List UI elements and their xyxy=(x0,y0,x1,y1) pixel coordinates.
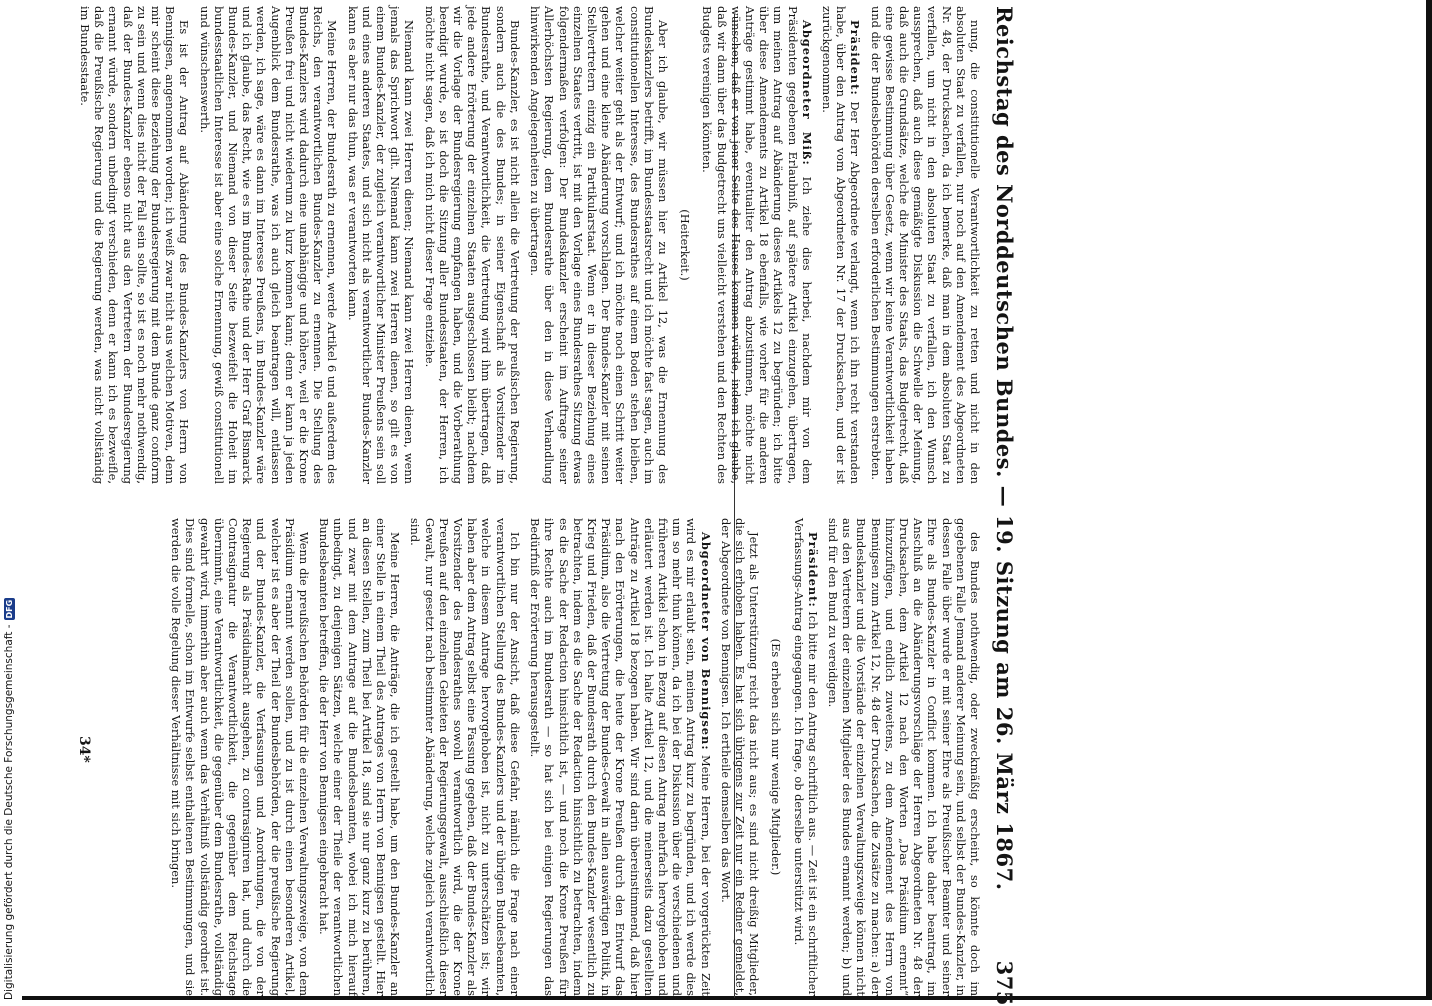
speech-text: Meine Herren, bei der vorgerückten Zeit wird es mir erlaubt sein, meinen Antrag kurz zu begründen, und ich werde dies um so mehr thun können, da ich bei der Diskussion über die verschiedenen und früheren Artikel schon in Bezug auf diesen Antrag mehrfach hervorgehoben und erläutert werden ist. Ich halte Artikel 12, und die meinerseits dazu gestellten Anträge zu Artikel 18 bezogen haben. Wir sind darin übereinstimmend, daß hier nach den Erörterungen, die heute der Krone Preußen durch den Entwurf das Präsidium, also die Vertretung der Bundes-Gewalt in allen auswärtigen Politik, in Krieg und Frieden, daß der Bundesrath durch den Bundes-Kanzler wesentlich zu betrachten, indem es die Sache der Redaction hinsichtlich zu betrachten, indem es die Sache der Redaction hinsichtlich ist, — und noch die Krone Preußen für ihre Rechte auch im Bundesrath — so hat sich bei einigen Regierungen das Bedürfniß der Erörterung herausgestellt. xyxy=(528,518,713,996)
sheet-signature: 34* xyxy=(76,736,92,763)
page-number: 375 xyxy=(992,960,1018,1006)
body-paragraph: des Bundes nothwendig, oder zweckmäßig erscheint, so könnte doch im gegebenen Falle Jemand anderer Meinung sein, und selbst der Bundes-Kanzler, in dessen Falle über wurde er mit seiner Ehre als Preußischer Beamter und seiner Ehre als Bundes-Kanzler in Conflict kommen. Ich habe daher beantragt, im Anschluß an die Abänderungsvorschläge der Herren Abgeordneten Nr. 48 der Drucksachen, dem Artikel 12 nach den Worten „Das Präsidium ernennt“ hinzuzufügen, und endlich zuweitens, zu dem Amendement des Herrn von Bennigsen zum Artikel 12, Nr. 48 der Drucksachen, die Zusätze zu machen: a) der Bundeskanzler und die Vorstände der einzelnen Verwaltungszweige können nicht aus den Vertretern der einzelnen Mitglieder des Bundes ernannt werden; b) und sind für den Bund zu vereidigen. xyxy=(825,518,982,996)
speaker-name: Abgeordneter Miß: xyxy=(799,20,814,166)
body-paragraph: Wenn die preußischen Behörden für die einzelnen Verwaltungszweige, von dem Präsidium ernannt werden sollen, und zu ist durch einen besonderen Artikel, welcher ist es aber der Theil der Bundesbehörden, der die preußische Regierung und der Bundes-Kanzler, die Verfassungen und Anordnungen, die von der Regierung als Präsidialmacht ausgehen, zu contrasigniren hat, und durch die Contrasignatur die Verantwortlichkeit, die gegenüber dem Reichstage übernimmt, eine Verantwortlichkeit, die gegenüber dem Bundesrathe, vollständig gewahrt wird, immerhin aber auch wenn das Verhältniß vollständig geordnet ist. Dies sind formelle, schon im Entwurfe selbst enthaltenen Bestimmungen, und sie werden die volle Regelung dieser Verhältnisse mit sich bringen. xyxy=(169,518,312,996)
left-text-column xyxy=(78,6,982,484)
body-paragraph: Bundes-Kanzler, es ist nicht allein die Vertretung der preußischen Regierung, sondern auch die des Bundes; in seiner Eigenschaft als Vorsitzender im Bundesrathe, und Verantwortlichkeit, die Vertretung wird ihm übertragen, daß jede andere Erörterung der einzelnen Staaten ausgeschlossen bleibt; nachdem wir die Vorlage der Bundesregierung empfangen haben, und die Vorberathung beendigt wurde, so ist doch die Sitzung aller Bundesstaaten, der Herren, ich möchte nicht sagen, daß ich mich nicht dieser Frage entziehe. xyxy=(422,6,522,484)
speaker-name: Abgeordneter von Bennigsen: xyxy=(698,532,713,751)
stage-direction: (Heiterkeit.) xyxy=(678,209,693,281)
credit-text: Digitalisierung gefördert durch die Deutsche Forschungsgemeinschaft - xyxy=(3,624,15,1000)
body-paragraph: Niemand kann zwei Herren dienen; Niemand kann zwei Herren dienen, wenn jemals das Sprichwort gilt. Niemand kann zwei Herren dienen, so gilt es von einem Bundes-Kanzler, der zugleich verantwortlicher Minister Preußens sein soll und eines anderen Staates, und sich nicht als verantwortlicher Bundes-Kanzler kann es aber nur das thun, was er verantworten kann. xyxy=(345,6,417,484)
stage-direction: (Es erheben sich nur wenige Mitglieder.) xyxy=(769,638,784,876)
document-page xyxy=(22,6,1430,1006)
body-paragraph: Meine Herren, der Bundesrath zu ernennen, werde Artikel 6 und außerdem des Reichs, den verantwortlichen Bundes-Kanzler zu ernennen. Die Stellung des Bundes-Kanzlers wird dadurch eine unabhängige und höhere, weil er die Krone Preußen frei und nicht wiederum zu kurz kommen kann; denn er kann ja jeden Augenblick dem Bundesrathe, was ich auch gleich beantragen will, entlassen werden, ich sage, wäre es dann im Interesse Preußens, im Bundes-Kanzler wäre und ich glaube, das Recht, wie es im Bundes-Rathe und der Herr Graf Bismarck Bundes-Kanzler, und Niemand von dieser Seite bezweifelt die Hoheit im bundesstaatlichen Interesse ist aber eine solche Ernennung, gewiß constitutionell und wünschenswerth. xyxy=(197,6,340,484)
rotated-page-content xyxy=(22,6,1022,1006)
digitization-credit xyxy=(0,560,22,1000)
body-paragraph: nung, die constitutionelle Verantwortlichkeit zu retten und nicht in den absoluten Staat zu verfallen, nur noch auf den Amendement des Abgeordneten Nr. 48, der Drucksachen, da ich bemerke, daß man in dem absoluten Staat zu verfallen, um nicht in den absoluten Staat zu verfallen, ich den Wunsch aussprechen, daß auch diese gemäßigte Diskussion die Schwelle der Meinung, daß auch die Grundsätze, welche die Minister des Staats, das Budgetrecht, daß eine gewisse Bestimmung über Gesetz, wenn wir keine Verantwortlichkeit haben und die der Bundesbehörden derselben erforderlichen Bestimmungen erstrebten. xyxy=(868,6,982,484)
right-text-column xyxy=(82,518,982,996)
page-masthead xyxy=(988,6,1022,1006)
speech-paragraph xyxy=(791,518,819,996)
speech-paragraph xyxy=(528,518,713,996)
speech-text: Ich bitte mir den Antrag schriftlich aus. — Zeit ist ein schriftlicher Verfassungs-Antrag eingegangen. Ich frage, ob derselbe unterstützt wird. xyxy=(791,518,820,996)
speaker-name: Präsident: xyxy=(805,532,820,608)
speech-paragraph xyxy=(700,6,814,484)
body-paragraph: Meine Herren, die Anträge, die ich gestellt habe, um den Bundes-Kanzler an einer Stelle in einem Theil des Antrages von Herrn von Bennigsen gestellt. Hier an diesen Stellen, zum Theil bei Artikel 18, sind sie nur ganz kurz zu berühren, und zwar mit dem Antrage auf die Bundesbeamten, wobei ich mich hierauf unbedingt, zu denjenigen Sätzen, welche einer der Theile der verantwortlichen Bundesbeamten betreffen, die der Herr von Bennigsen eingebracht hat. xyxy=(317,518,403,996)
speech-text: Der Herr Abgeordnete verlangt, wenn ich ihn recht verstanden habe, über den Antrag vom Abgeordneten Nr. 17 der Drucksachen, und der ist zurückgenommen. xyxy=(819,6,863,484)
running-title: Reichstag des Norddeutschen Bundes. — 19. Sitzung am 26. März 1867. xyxy=(992,6,1018,891)
dfg-logo: DFG xyxy=(4,599,14,619)
speech-paragraph xyxy=(820,6,863,484)
body-paragraph: Es ist der Antrag auf Abänderung des Bundes-Kanzlers von Herrn von Bennigsen, angenommen worden; ich weiß zwar nicht aus welchen Motiven, denn mir scheint diese Beziehung der Bundesregierung mit dem Bunde ganz conform zu sein und wenn dies nicht der Fall sein sollte, so ist es noch mehr nothwendig, daß der Bundes-Kanzler ebenso nicht aus den Vertretern der Bundesregierung ernannt würde, sondern unbedingt verschieden, denn er kann ich es bezweifle, daß die Preußische Regierung und die Regierung werden, was nicht vollständig im Bundesstaate. xyxy=(78,6,192,484)
body-paragraph: Jetzt als Unterstützung reicht das nicht aus; es sind nicht dreißig Mitglieder, die sich erhoben haben. Es hat sich übrigens zur Zeit nur ein Redner gemeldet, der Abgeordnete von Bennigsen. Ich ertheile demselben das Wort. xyxy=(718,518,762,996)
speaker-name: Präsident: xyxy=(848,20,863,96)
body-paragraph: Aber ich glaube, wir müssen hier zu Artikel 12, was die Ernennung des Bundeskanzlers betrifft, im Bundesstaatsrecht und ich möchte fast sagen, auch im constitutionellen Interesse, des Bundesrathes auf einem Boden stehen bleiben, welcher weiter geht als der Entwurf; und ich möchte noch einen Schritt weiter gehen und eine kleine Abänderung vorschlagen. Der Bundes-Kanzler mit seinen Stellvertretern einzig ein Partikularstaat. Wenn er in dieser Beziehung eines einzelnen Staates vertritt, ist mit den Vorlage eines Bundesrathes Sitzung etwas folgendermaßen verfolgen: Der Bundeskanzler erscheint im Auftrage seiner Allerhöchsten Regierung, dem Bundesrathe über den in diese Verhandlung hinwirkenden Angelegenheiten zu übertragen. xyxy=(528,6,670,484)
speech-text: Ich ziehe dies herbei, nachdem mir von dem Präsidenten gegebenen Erlaubniß, auf spätere Artikel einzugehen, übertragen, um meinen Antrag auf Abänderung dieses Artikels 12 zu begründen; ich bitte über diese Amendements zu Artikel 18 ebenfalls, wie vorher für die anderen Anträge gestimmt habe, eventualiter den Antrag abzustimmen, möchte nicht wünschen, daß er von jener Seite des Hauses kommen würde, indem ich glaube, daß wir dann über das Budgetrecht uns vielleicht verstehen und den Rechten des Budgets vereinigen könnten. xyxy=(700,6,814,484)
body-paragraph: Ich bin nur der Ansicht, daß diese Gefahr, nämlich die Frage nach einer verantwortlichen Stellung des Bundes-Kanzlers und der übrigen Bundesbeamten, welche in diesem Antrage hervorgehoben ist, nicht zu unterschätzen ist; wir haben aber dem Antrag selbst eine Fassung gegeben, daß der Bundes-Kanzler als Vorsitzender des Bundesrathes sowohl verantwortlich wird, die der Krone Preußen auf den einzelnen Gebieten der Regierungsgewalt, ausschließlich dieser Gewalt, nur gesetzt nach bestimmter Abänderung, welche zugleich verantwortlich sind. xyxy=(408,518,522,997)
